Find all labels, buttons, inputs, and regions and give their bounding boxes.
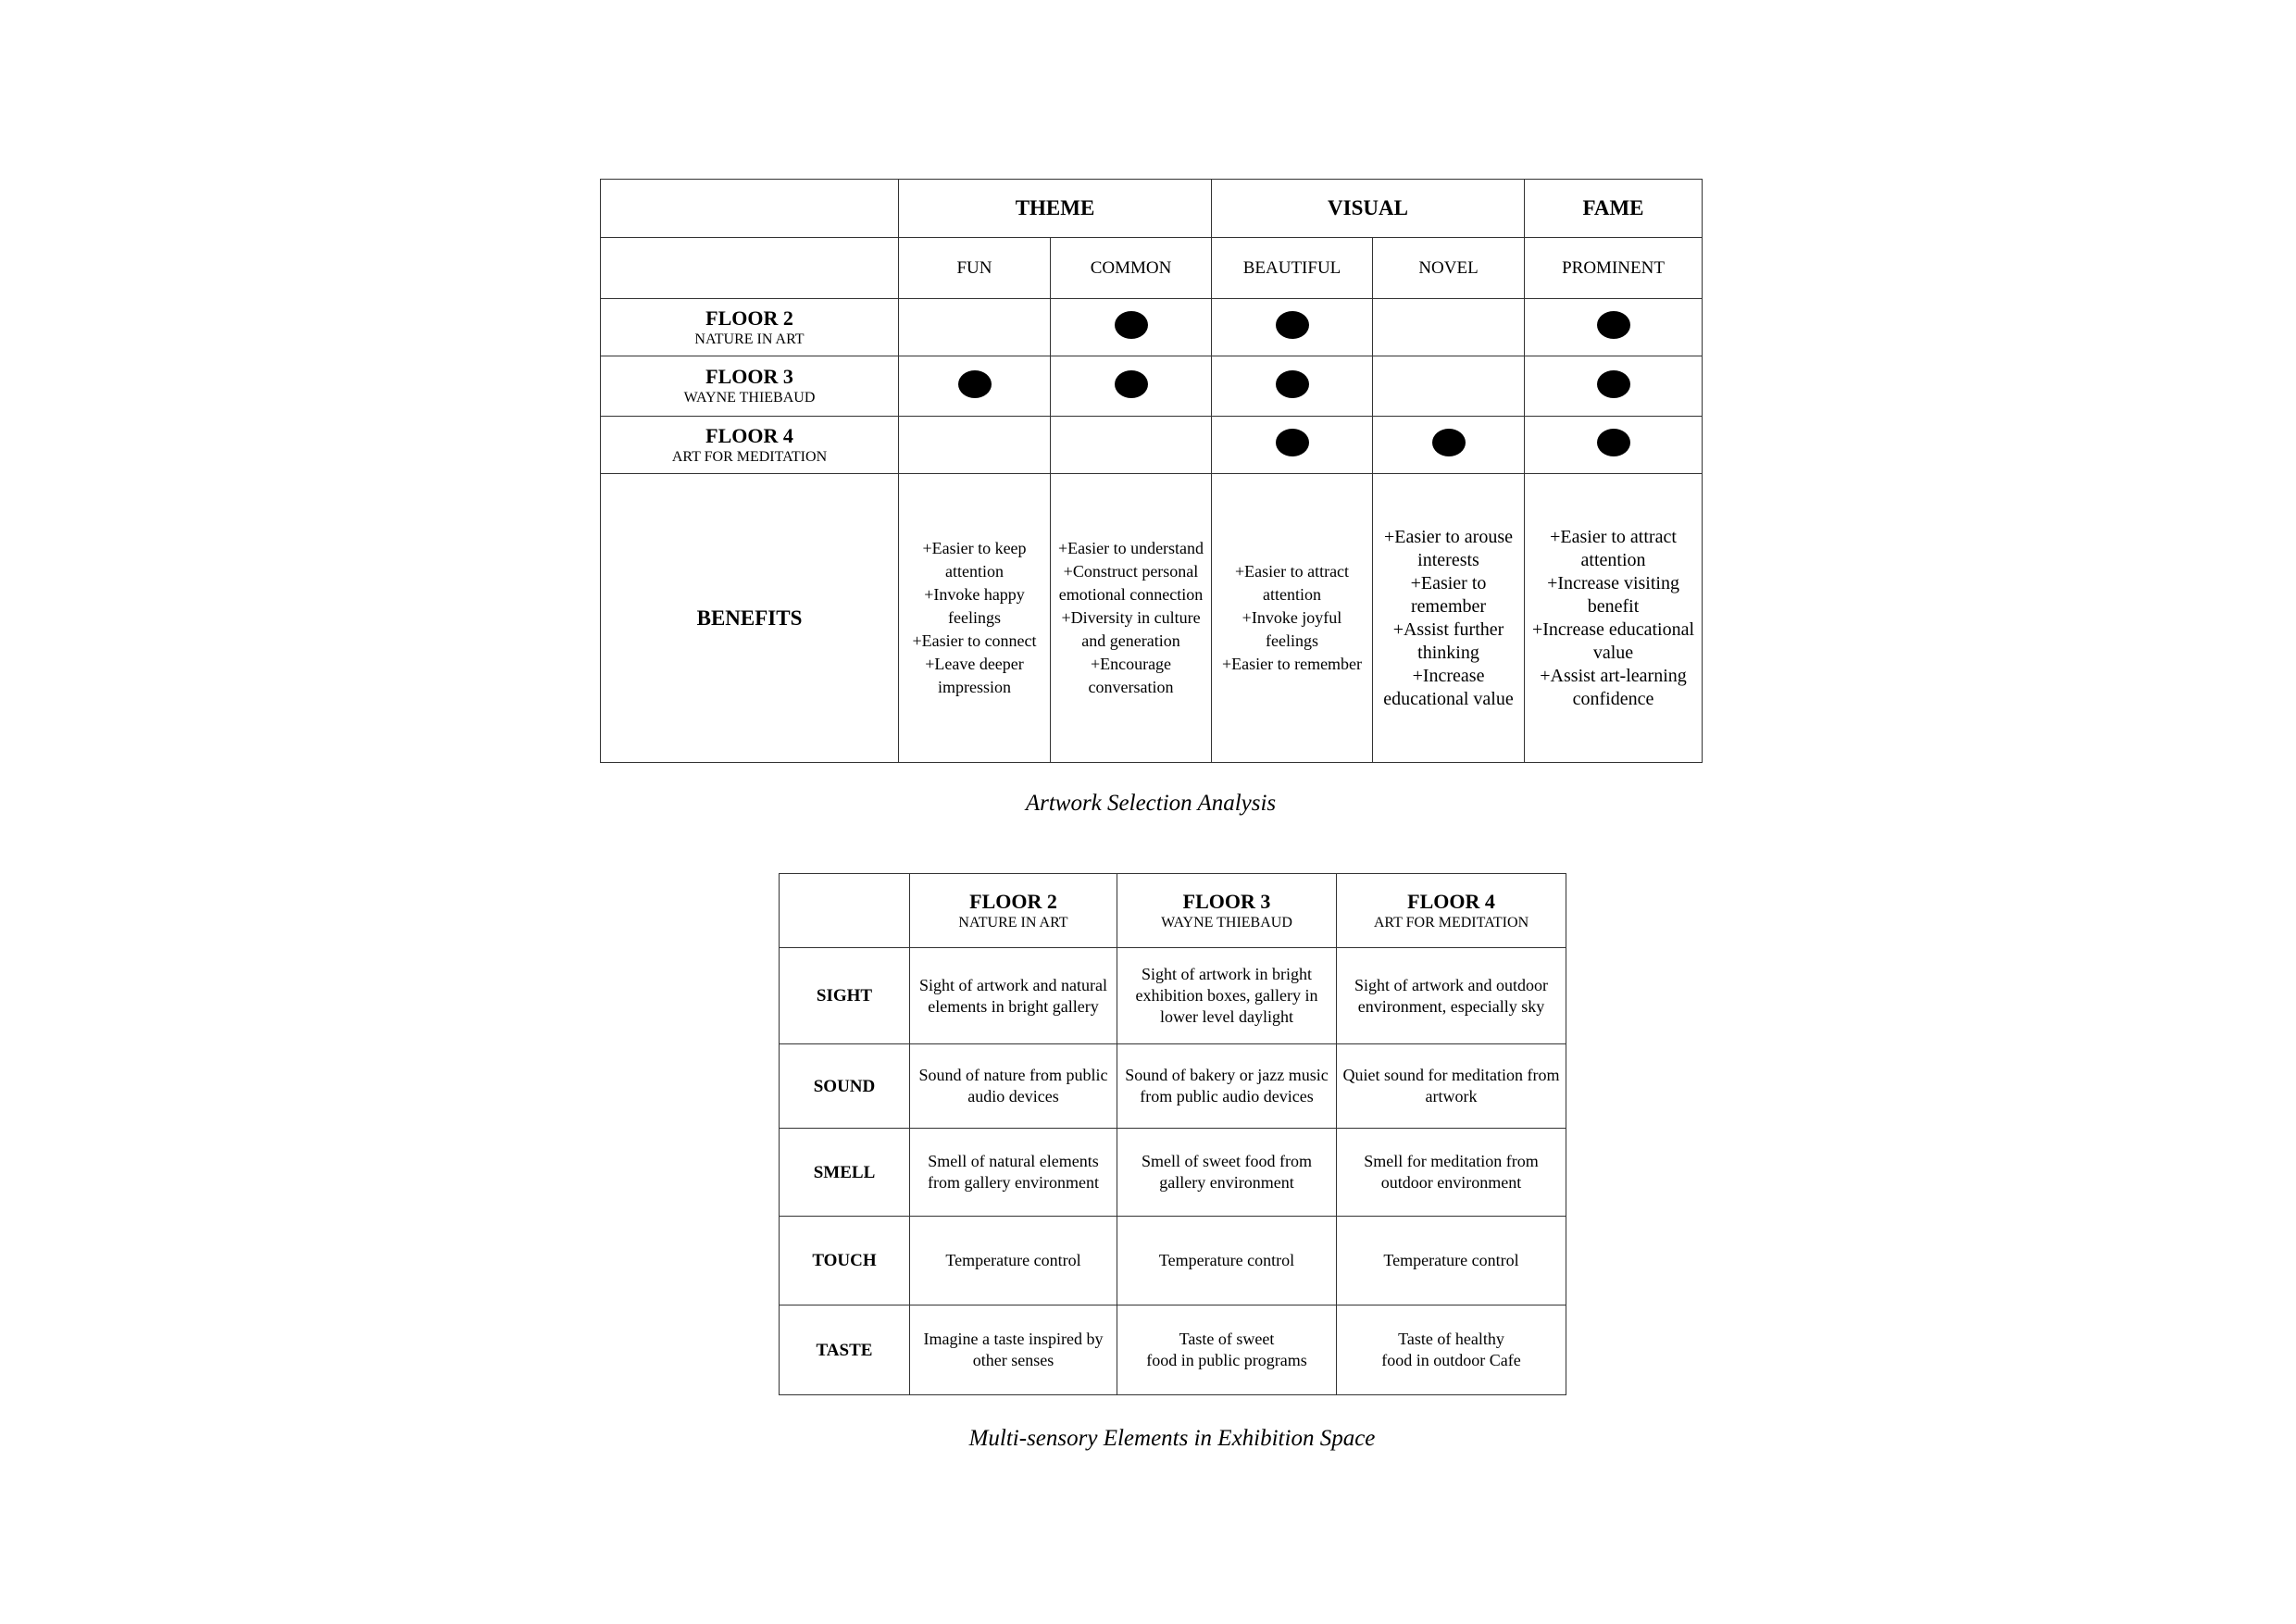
floor-title: ART FOR MEDITATION [1373,914,1529,931]
floor-label-cell [601,299,899,356]
benefits-label: BENEFITS [601,474,899,763]
sense-cell [910,1217,1117,1305]
sense-cell [1337,1129,1566,1217]
cell-line: Sight of artwork in bright [1142,965,1312,983]
cell-line: Smell of sweet food from [1142,1152,1312,1170]
mark-cell [899,299,1051,356]
cell-line: Sight of artwork and outdoor [1354,975,1548,994]
floor-number: FLOOR 3 [1182,889,1271,913]
mark-cell [1212,356,1373,417]
sense-cell [1117,1305,1337,1395]
cell-line: audio devices [967,1087,1059,1106]
benefits-fun [899,474,1051,763]
sense-cell [1337,1044,1566,1129]
cell-line: Smell of natural elements [928,1152,1099,1170]
benefit-line: educational value [1383,688,1514,709]
cell-line: Temperature control [1158,1251,1295,1269]
benefit-line: confidence [1572,688,1654,709]
mark-cell [1051,299,1212,356]
cell-line: exhibition boxes, gallery in [1135,986,1318,1005]
column-header-floor-3 [1117,874,1337,948]
floor-number: FLOOR 2 [969,889,1057,913]
criteria-header-common: COMMON [1051,238,1212,299]
benefits-prominent [1525,474,1703,763]
cell-line: other senses [972,1351,1054,1369]
benefit-line: +Assist further [1392,618,1504,640]
selected-dot-icon [1115,311,1148,339]
cell-line: Imagine a taste inspired by [923,1330,1104,1348]
benefit-line: +Invoke joyful [1242,608,1342,627]
benefit-line: emotional connection [1058,585,1204,604]
sense-cell [1337,1217,1566,1305]
sense-row-touch [780,1217,1566,1305]
criteria-header-fun: FUN [899,238,1051,299]
selected-dot-icon [958,370,992,398]
cell-line: Sound of nature from public [918,1066,1108,1084]
criteria-header-beautiful: BEAUTIFUL [1212,238,1373,299]
multisensory-table [779,873,1566,1395]
sense-label: SOUND [780,1044,910,1129]
benefit-line: +Increase educational [1531,618,1695,640]
benefits-common [1051,474,1212,763]
benefit-line: +Easier to attract [1234,562,1350,581]
cell-line: Quiet sound for meditation from [1342,1066,1560,1084]
cell-line: Sight of artwork and natural [919,975,1107,994]
criteria-header-row [601,238,1703,299]
selected-dot-icon [1597,429,1630,456]
selected-dot-icon [1597,370,1630,398]
benefit-line: interests [1417,549,1479,570]
benefit-line: value [1592,642,1634,663]
benefits-novel [1373,474,1525,763]
caption-artwork-selection: Artwork Selection Analysis [1025,791,1277,816]
cell-line: Sound of bakery or jazz music [1125,1066,1329,1084]
selected-dot-icon [1432,429,1466,456]
sense-cell [1117,1044,1337,1129]
cell-line: outdoor environment [1380,1173,1522,1192]
mark-cell [1525,356,1703,417]
sense-cell [910,1305,1117,1395]
benefits-row [601,474,1703,763]
cell-line: from gallery environment [928,1173,1099,1192]
benefit-line: +Encourage [1090,655,1172,673]
floor-title: NATURE IN ART [958,914,1068,931]
selected-dot-icon [1276,311,1309,339]
mark-cell [1212,299,1373,356]
floor-number: FLOOR 4 [705,423,793,447]
sense-cell [910,1044,1117,1129]
sense-row-taste [780,1305,1566,1395]
benefit-line: +Easier to remember [1221,655,1363,673]
floor-title: WAYNE THIEBAUD [1161,914,1292,931]
group-header-visual: VISUAL [1212,180,1525,238]
floor-number: FLOOR 3 [705,365,793,388]
mark-cell [899,417,1051,474]
sense-cell [910,1129,1117,1217]
floor-number: FLOOR 2 [705,306,793,330]
benefit-line: +Easier to connect [912,631,1037,650]
selected-dot-icon [1276,429,1309,456]
sense-row-smell [780,1129,1566,1217]
mark-cell [1051,417,1212,474]
sense-cell [1117,1129,1337,1217]
benefit-line: +Leave deeper [925,655,1024,673]
benefit-line: thinking [1417,642,1479,663]
mark-cell [1373,299,1525,356]
benefit-line: conversation [1088,678,1174,696]
mark-cell [1525,299,1703,356]
benefit-line: attention [1580,549,1646,570]
cell-line: artwork [1425,1087,1478,1106]
benefit-line: +Construct personal [1063,562,1199,581]
cell-line: from public audio devices [1140,1087,1314,1106]
criteria-header-novel: NOVEL [1373,238,1525,299]
mark-cell [1212,417,1373,474]
cell-line: environment, especially sky [1357,996,1545,1016]
artwork-selection-table [600,179,1703,763]
floor-label-cell [601,356,899,417]
sense-cell [910,948,1117,1044]
criteria-header-prominent: PROMINENT [1525,238,1703,299]
group-header-theme: THEME [899,180,1212,238]
floor-title: WAYNE THIEBAUD [683,390,816,406]
sense-label: TASTE [780,1305,910,1395]
mark-cell [1373,417,1525,474]
empty-corner-cell [601,238,899,299]
sense-cell [1337,948,1566,1044]
group-header-fame: FAME [1525,180,1703,238]
benefit-line: attention [1263,585,1321,604]
empty-corner-cell [780,874,910,948]
cell-line: food in public programs [1146,1351,1307,1369]
mark-cell [1525,417,1703,474]
cell-line: Temperature control [945,1251,1081,1269]
benefit-line: +Easier to [1410,572,1487,593]
group-header-row [601,180,1703,238]
benefit-line: feelings [948,608,1001,627]
selected-dot-icon [1276,370,1309,398]
benefit-line: impression [938,678,1011,696]
floor-header-row [780,874,1566,948]
cell-line: Smell for meditation from [1364,1152,1539,1170]
benefit-line: remember [1410,595,1487,617]
mark-cell [1373,356,1525,417]
floor-row-3 [601,356,1703,417]
cell-line: lower level daylight [1160,1007,1293,1026]
benefit-line: +Easier to arouse [1384,526,1514,547]
floor-title: ART FOR MEDITATION [671,448,828,465]
floor-title: NATURE IN ART [694,331,805,347]
cell-line: gallery environment [1159,1173,1294,1192]
benefit-line: +Easier to attract [1550,526,1677,547]
mark-cell [1051,356,1212,417]
sense-row-sight [780,948,1566,1044]
cell-line: Taste of healthy [1398,1330,1504,1348]
column-header-floor-2 [910,874,1117,948]
cell-line: Taste of sweet [1179,1330,1275,1348]
caption-multisensory: Multi-sensory Elements in Exhibition Space [968,1426,1376,1451]
benefit-line: and generation [1081,631,1180,650]
benefit-line: +Diversity in culture [1061,608,1201,627]
floor-number: FLOOR 4 [1407,889,1495,913]
benefit-line: +Increase visiting [1547,572,1679,593]
cell-line: Temperature control [1383,1251,1519,1269]
selected-dot-icon [1597,311,1630,339]
floor-label-cell [601,417,899,474]
benefit-line: +Invoke happy [924,585,1025,604]
sense-cell [1117,1217,1337,1305]
selected-dot-icon [1115,370,1148,398]
benefit-line: +Assist art-learning [1540,665,1687,686]
sense-cell [1337,1305,1566,1395]
floor-row-2 [601,299,1703,356]
benefit-line: benefit [1587,595,1640,617]
benefits-beautiful [1212,474,1373,763]
benefit-line: +Easier to keep [922,539,1027,557]
sense-cell [1117,948,1337,1044]
mark-cell [899,356,1051,417]
cell-line: elements in bright gallery [928,996,1099,1016]
floor-row-4 [601,417,1703,474]
cell-line: food in outdoor Cafe [1381,1351,1521,1369]
empty-corner-cell [601,180,899,238]
benefit-line: +Easier to understand [1057,539,1204,557]
sense-label: TOUCH [780,1217,910,1305]
sense-label: SIGHT [780,948,910,1044]
sense-row-sound [780,1044,1566,1129]
column-header-floor-4 [1337,874,1566,948]
benefit-line: +Increase [1412,665,1485,686]
benefit-line: feelings [1266,631,1318,650]
benefit-line: attention [945,562,1004,581]
sense-label: SMELL [780,1129,910,1217]
